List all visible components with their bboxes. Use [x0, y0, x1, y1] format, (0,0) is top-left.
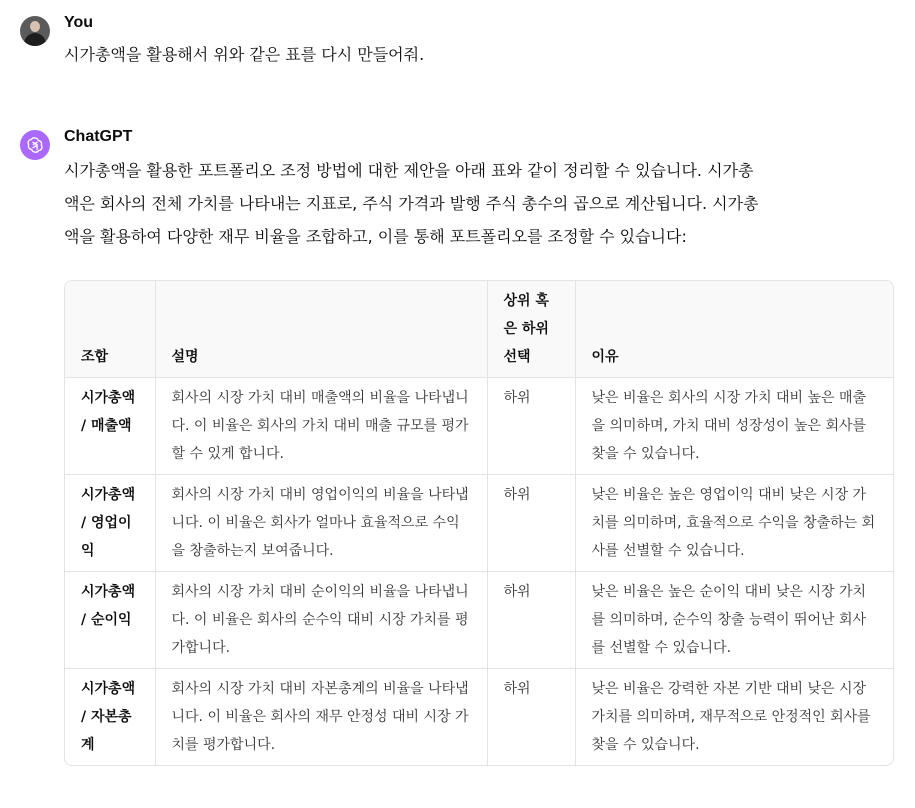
table-row [65, 378, 893, 475]
combo-cell: 시가총액 / 영업이익 [65, 475, 155, 572]
assistant-intro-text [64, 154, 894, 253]
intro-line: 액을 활용하여 다양한 재무 비율을 조합하고, 이를 통해 포트폴리오를 조정할 수 있습니다: [64, 227, 687, 246]
selection-cell: 하위 [487, 572, 575, 669]
description-cell: 회사의 시장 가치 대비 순이익의 비율을 나타냅니다. 이 비율은 회사의 순수익 대비 시장 가치를 평가합니다. [155, 572, 487, 669]
table-row [65, 475, 893, 572]
user-avatar-icon [20, 16, 50, 46]
table-row [65, 572, 893, 669]
ratio-table [64, 280, 894, 766]
selection-cell: 하위 [487, 669, 575, 766]
intro-line: 시가총액을 활용한 포트폴리오 조정 방법에 대한 제안을 아래 표와 같이 정리할 수 있습니다. 시가총 [64, 161, 754, 180]
assistant-author-label: ChatGPT [64, 128, 133, 145]
intro-line: 액은 회사의 전체 가치를 나타내는 지표로, 주식 가격과 발행 주식 총수의 곱으로 계산됩니다. 시가총 [64, 194, 759, 213]
openai-logo-icon [20, 130, 50, 160]
header-selection: 상위 혹은 하위 선택 [487, 281, 575, 378]
combo-cell: 시가총액 / 순이익 [65, 572, 155, 669]
header-combo: 조합 [65, 281, 155, 378]
selection-cell: 하위 [487, 378, 575, 475]
table-row [65, 669, 893, 766]
user-message-text: 시가총액을 활용해서 위와 같은 표를 다시 만들어줘. [64, 45, 425, 64]
reason-cell: 낮은 비율은 높은 순이익 대비 낮은 시장 가치를 의미하며, 순수익 창출 능력이 뛰어난 회사를 선별할 수 있습니다. [575, 572, 893, 669]
user-author-label: You [64, 14, 94, 31]
description-cell: 회사의 시장 가치 대비 자본총계의 비율을 나타냅니다. 이 비율은 회사의 재무 안정성 대비 시장 가치를 평가합니다. [155, 669, 487, 766]
reason-cell: 낮은 비율은 높은 영업이익 대비 낮은 시장 가치를 의미하며, 효율적으로 수익을 창출하는 회사를 선별할 수 있습니다. [575, 475, 893, 572]
header-reason: 이유 [575, 281, 893, 378]
table-header-row [65, 281, 893, 378]
header-description: 설명 [155, 281, 487, 378]
selection-cell: 하위 [487, 475, 575, 572]
reason-cell: 낮은 비율은 강력한 자본 기반 대비 낮은 시장 가치를 의미하며, 재무적으로 안정적인 회사를 찾을 수 있습니다. [591, 681, 871, 753]
description-cell: 회사의 시장 가치 대비 영업이익의 비율을 나타냅니다. 이 비율은 회사가 얼마나 효율적으로 수익을 창출하는지 보여줍니다. [155, 475, 487, 572]
reason-cell: 낮은 비율은 회사의 시장 가치 대비 높은 매출을 의미하며, 가치 대비 성장성이 높은 회사를 찾을 수 있습니다. [575, 378, 893, 475]
combo-cell: 시가총액 / 자본총계 [65, 669, 155, 766]
description-cell: 회사의 시장 가치 대비 매출액의 비율을 나타냅니다. 이 비율은 회사의 가치 대비 매출 규모를 평가할 수 있게 합니다. [155, 378, 487, 475]
combo-cell: 시가총액 / 매출액 [65, 378, 155, 475]
